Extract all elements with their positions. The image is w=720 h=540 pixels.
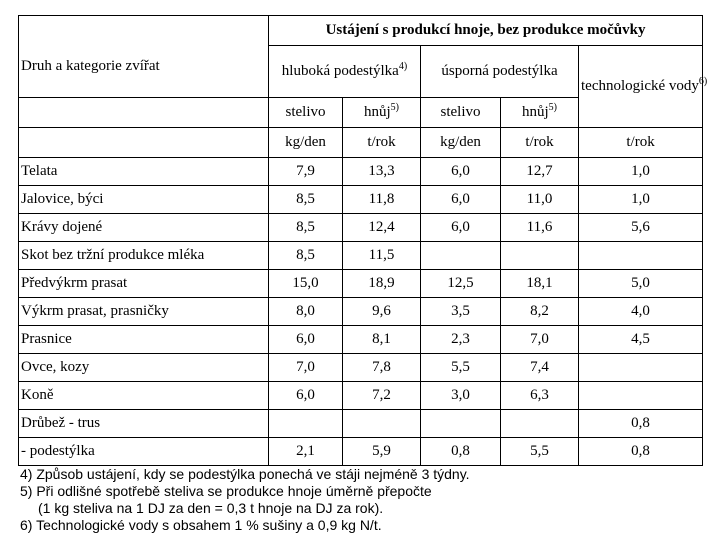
cell-value: 7,8 <box>343 354 421 382</box>
cell-value: 7,2 <box>343 382 421 410</box>
cell-value: 5,5 <box>501 438 579 466</box>
table-row <box>19 382 703 410</box>
cell-value: 8,0 <box>269 298 343 326</box>
row-label: Koně <box>19 382 269 410</box>
cell-value: 2,1 <box>269 438 343 466</box>
row-label: Předvýkrm prasat <box>19 270 269 298</box>
cell-value: 7,9 <box>269 158 343 186</box>
cell-value: 3,0 <box>421 382 501 410</box>
sub-hnuj-1-label: hnůj <box>363 104 391 120</box>
footnote-4: 4) Způsob ustájení, kdy se podestýlka ponechá ve stáji nejméně 3 týdny. <box>20 466 470 482</box>
table-row <box>19 270 703 298</box>
cell-value: 0,8 <box>579 438 703 466</box>
cell-value: 5,5 <box>421 354 501 382</box>
cell-value <box>579 354 703 382</box>
row-label: - podestýlka <box>19 438 269 466</box>
cell-value: 6,0 <box>421 186 501 214</box>
footnote-5-detail: (1 kg steliva na 1 DJ za den = 0,3 t hnoje na DJ za rok). <box>38 500 384 516</box>
cell-value: 8,5 <box>269 214 343 242</box>
row-label: Výkrm prasat, prasničky <box>19 298 269 326</box>
cell-value <box>579 242 703 270</box>
footnotes <box>20 466 470 534</box>
cell-value: 7,4 <box>501 354 579 382</box>
cell-value: 8,2 <box>501 298 579 326</box>
cell-value: 4,5 <box>579 326 703 354</box>
group-hluboka-label: hluboká podestýlka <box>281 63 399 79</box>
cell-value: 0,8 <box>421 438 501 466</box>
row-label: Drůbež - trus <box>19 410 269 438</box>
manure-production-table <box>18 15 708 466</box>
table-row <box>19 242 703 270</box>
table-row <box>19 186 703 214</box>
cell-value <box>343 410 421 438</box>
row-header-cell <box>19 16 269 98</box>
cell-value: 5,9 <box>343 438 421 466</box>
cell-value: 0,8 <box>579 410 703 438</box>
cell-value: 2,3 <box>421 326 501 354</box>
unit-trok-1: t/rok <box>343 128 421 158</box>
sub-hnuj-2-label: hnůj <box>521 104 549 120</box>
cell-value <box>421 410 501 438</box>
cell-value: 15,0 <box>269 270 343 298</box>
manure-production-document <box>18 15 708 466</box>
cell-value: 6,0 <box>269 382 343 410</box>
cell-value: 11,5 <box>343 242 421 270</box>
footnote-6: 6) Technologické vody s obsahem 1 % sušiny a 0,9 kg N/t. <box>20 517 382 533</box>
cell-value: 6,0 <box>421 214 501 242</box>
cell-value: 12,7 <box>501 158 579 186</box>
sub-stelivo-1: stelivo <box>269 98 343 128</box>
cell-value: 6,0 <box>269 326 343 354</box>
table-row <box>19 158 703 186</box>
table-row <box>19 438 703 466</box>
row-header-spacer-2 <box>19 128 269 158</box>
cell-value: 12,5 <box>421 270 501 298</box>
cell-value: 7,0 <box>269 354 343 382</box>
unit-trok-3: t/rok <box>579 128 703 158</box>
cell-value <box>579 382 703 410</box>
sub-stelivo-2: stelivo <box>421 98 501 128</box>
cell-value: 1,0 <box>579 158 703 186</box>
table-row <box>19 298 703 326</box>
unit-trok-2: t/rok <box>501 128 579 158</box>
group-technologicke-vody <box>579 46 708 128</box>
sub-hnuj-2 <box>501 98 579 128</box>
cell-value: 11,0 <box>501 186 579 214</box>
row-header-label: Druh a kategorie zvířat <box>21 58 160 74</box>
group-vody-footnote: 6) <box>698 76 708 87</box>
table-row <box>19 326 703 354</box>
cell-value: 8,1 <box>343 326 421 354</box>
row-label: Jalovice, býci <box>19 186 269 214</box>
cell-value: 18,9 <box>343 270 421 298</box>
cell-value: 11,6 <box>501 214 579 242</box>
group-vody-label: technologické vody <box>581 78 699 94</box>
footnote-5: 5) Při odlišné spotřebě steliva se produkce hnoje úměrně přepočte <box>20 483 432 499</box>
row-label: Krávy dojené <box>19 214 269 242</box>
cell-value <box>269 410 343 438</box>
unit-kgden-1: kg/den <box>269 128 343 158</box>
cell-value: 8,5 <box>269 242 343 270</box>
sub-hnuj-1 <box>343 98 421 128</box>
row-label: Skot bez tržní produkce mléka <box>19 242 269 270</box>
table-title: Ustájení s produkcí hnoje, bez produkce močůvky <box>269 16 703 46</box>
cell-value: 12,4 <box>343 214 421 242</box>
row-header-spacer <box>19 98 269 128</box>
cell-value: 8,5 <box>269 186 343 214</box>
cell-value: 9,6 <box>343 298 421 326</box>
group-hluboka-footnote: 4) <box>398 61 408 72</box>
cell-value <box>421 242 501 270</box>
cell-value: 4,0 <box>579 298 703 326</box>
unit-kgden-2: kg/den <box>421 128 501 158</box>
row-label: Ovce, kozy <box>19 354 269 382</box>
row-label: Prasnice <box>19 326 269 354</box>
cell-value: 5,6 <box>579 214 703 242</box>
cell-value: 11,8 <box>343 186 421 214</box>
cell-value: 6,0 <box>421 158 501 186</box>
cell-value: 5,0 <box>579 270 703 298</box>
table-row <box>19 354 703 382</box>
group-hluboka-podestylka <box>269 46 421 98</box>
table-row <box>19 410 703 438</box>
sub-hnuj-2-footnote: 5) <box>548 102 557 113</box>
cell-value <box>501 410 579 438</box>
cell-value <box>501 242 579 270</box>
group-usporna-podestylka: úsporná podestýlka <box>421 46 579 98</box>
cell-value: 7,0 <box>501 326 579 354</box>
cell-value: 3,5 <box>421 298 501 326</box>
cell-value: 13,3 <box>343 158 421 186</box>
sub-hnuj-1-footnote: 5) <box>390 102 399 113</box>
cell-value: 18,1 <box>501 270 579 298</box>
cell-value: 6,3 <box>501 382 579 410</box>
table-row <box>19 214 703 242</box>
row-label: Telata <box>19 158 269 186</box>
cell-value: 1,0 <box>579 186 703 214</box>
